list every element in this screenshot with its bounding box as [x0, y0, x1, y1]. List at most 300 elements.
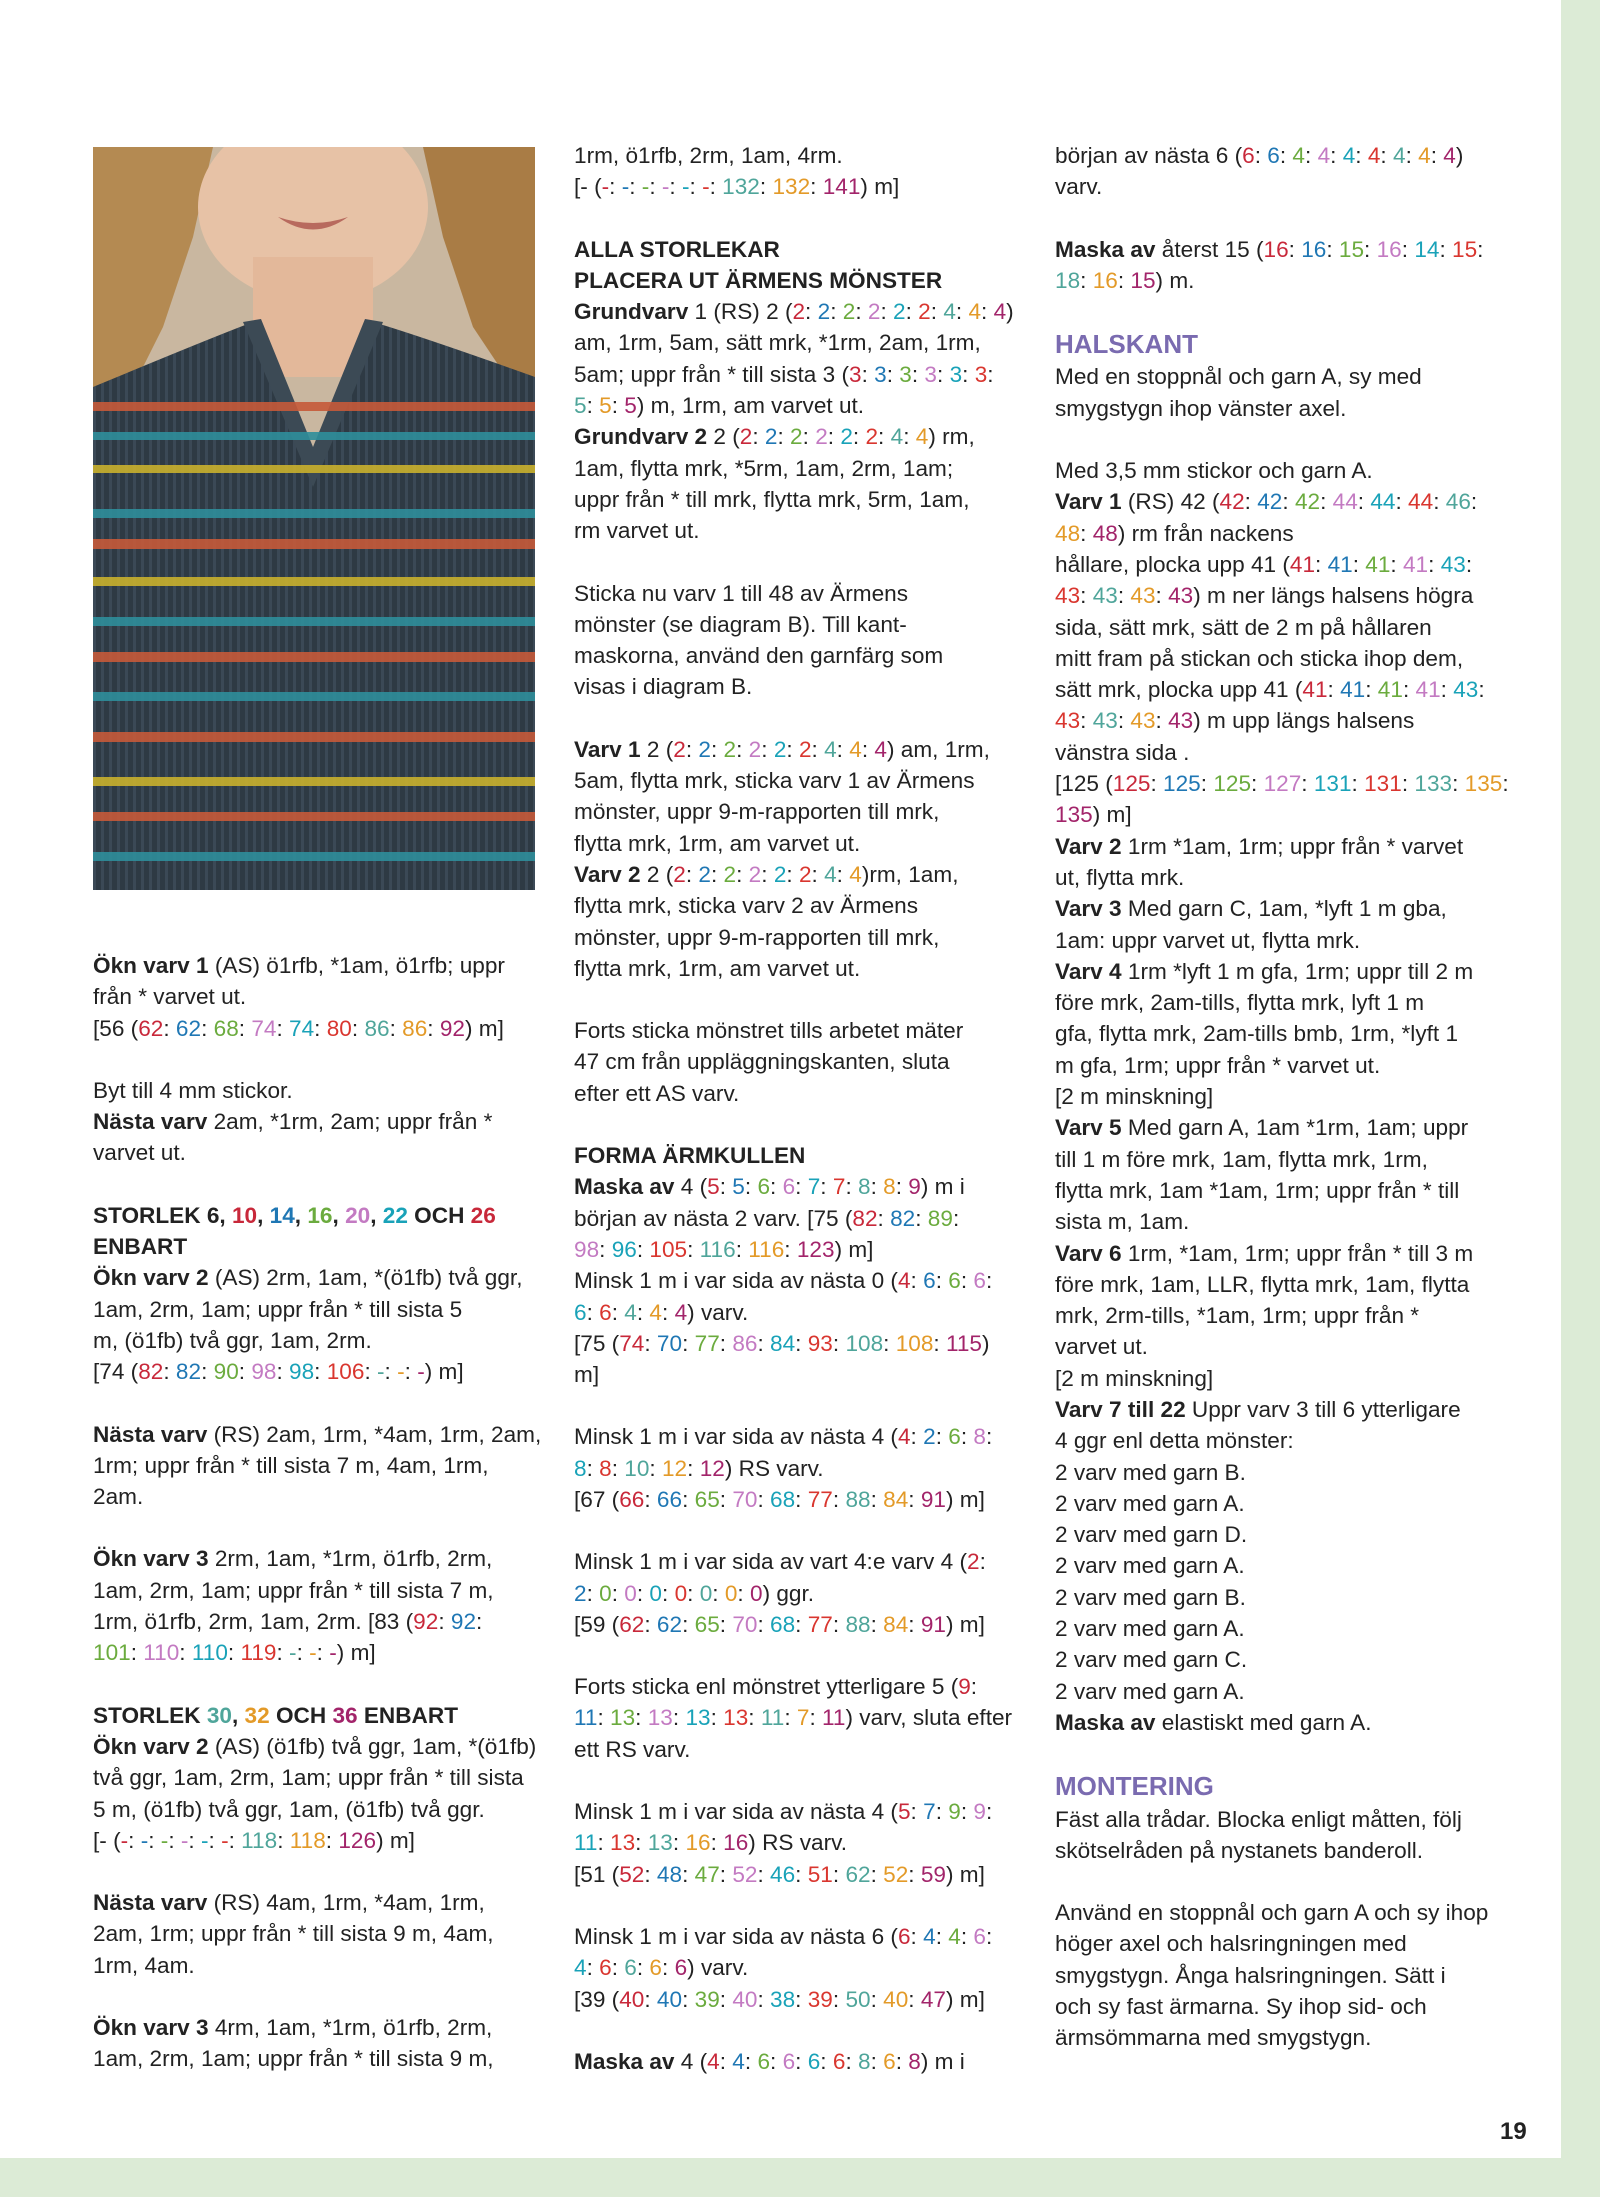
text-segment: 2 — [748, 736, 762, 762]
text-segment: flytta mrk, 1am *1am, 1rm; uppr från * till — [1055, 1177, 1460, 1203]
bold-label: , — [332, 1202, 346, 1228]
text-segment: 5 — [574, 393, 587, 419]
text-segment: : — [1351, 771, 1365, 797]
text-segment: : — [955, 299, 969, 325]
text-segment: 4 — [993, 299, 1007, 325]
text-segment: - — [180, 1827, 189, 1853]
text-segment: 16 — [685, 1830, 711, 1856]
text-line — [93, 1262, 543, 1293]
text-segment: : — [685, 736, 699, 762]
text-segment: (AS) 2rm, 1am, *(ö1fb) två ggr, — [214, 1265, 523, 1291]
text-line — [1055, 705, 1525, 736]
text-segment: : — [795, 1861, 808, 1887]
text-segment: maskorna, använd den garnfärg som — [574, 643, 944, 669]
text-line — [1055, 1488, 1525, 1519]
text-line — [1055, 327, 1525, 361]
text-segment: : — [719, 2048, 733, 2074]
paragraph-gap — [93, 1512, 543, 1543]
text-segment: : — [832, 1486, 846, 1512]
text-segment: 46 — [770, 1861, 796, 1887]
text-line — [93, 1419, 543, 1450]
text-segment: 88 — [845, 1486, 871, 1512]
text-segment: 4 — [897, 1268, 911, 1294]
text-segment: 119 — [240, 1640, 277, 1666]
text-line — [574, 953, 1024, 984]
text-segment: : — [277, 1827, 290, 1853]
text-segment: : — [636, 1299, 650, 1325]
text-line — [93, 1918, 543, 1949]
text-segment: 88 — [845, 1611, 871, 1637]
text-segment: 5 m, (ö1fb) två ggr, 1am, (ö1fb) två ggr. — [93, 1796, 485, 1822]
text-segment: flytta mrk, 1rm, am varvet ut. — [574, 830, 861, 856]
text-segment: : — [757, 1330, 771, 1356]
text-segment: : — [962, 361, 975, 387]
text-segment: sista m, 1am. — [1055, 1209, 1190, 1235]
paragraph-gap — [574, 984, 1024, 1015]
text-segment: 2am. — [93, 1484, 144, 1510]
text-line — [1055, 674, 1525, 705]
text-segment: : — [903, 424, 916, 450]
text-segment: : — [1326, 236, 1339, 262]
text-segment: : — [611, 1299, 625, 1325]
text-segment: : — [736, 861, 749, 887]
text-segment: : — [1282, 489, 1295, 515]
column-middle — [574, 140, 1024, 2077]
text-segment: : — [784, 1705, 797, 1731]
text-line — [1055, 1050, 1525, 1081]
text-segment: 13 — [647, 1830, 673, 1856]
text-segment: : — [1080, 520, 1093, 546]
text-segment: : — [987, 361, 994, 387]
text-segment: : — [316, 1640, 330, 1666]
text-segment: varv. — [1055, 174, 1103, 200]
text-segment: flytta mrk, 1rm, am varvet ut. — [574, 955, 861, 981]
text-segment: 2 — [923, 1424, 936, 1450]
text-segment: : — [795, 2048, 808, 2074]
bold-label: Maska av — [574, 1174, 675, 1200]
text-segment: 6 — [757, 1174, 771, 1200]
text-segment: 2 — [967, 1549, 980, 1575]
text-line — [574, 1171, 1024, 1202]
text-segment: : — [960, 1923, 974, 1949]
text-segment: [2 m minskning] — [1055, 1084, 1214, 1110]
text-segment: 44 — [1370, 489, 1396, 515]
paragraph-gap — [574, 703, 1024, 734]
bold-label: Ökn varv 2 — [93, 1265, 209, 1291]
text-segment: ) m] — [860, 174, 900, 200]
bold-label: , — [370, 1202, 383, 1228]
text-segment: : — [878, 424, 891, 450]
bold-label: Maska av — [574, 2048, 675, 2074]
text-segment: 47 cm från uppläggningskanten, sluta — [574, 1049, 950, 1075]
text-segment: början av nästa 2 varv. [75 ( — [574, 1205, 853, 1231]
bold-label: Varv 5 — [1055, 1115, 1122, 1141]
text-segment: : — [830, 299, 843, 325]
text-segment: Sticka nu varv 1 till 48 av Ärmens — [574, 580, 909, 606]
text-segment: 43 — [1130, 708, 1156, 734]
text-segment: : — [935, 1799, 949, 1825]
text-segment: 11 — [574, 1705, 598, 1731]
text-segment: : — [201, 1015, 214, 1041]
bold-label: Varv 7 till 22 — [1055, 1396, 1186, 1422]
text-segment: 132 — [722, 174, 760, 200]
text-segment: 6 — [599, 1955, 612, 1981]
text-segment: mönster (se diagram B). Till kant- — [574, 611, 907, 637]
text-segment: 68 — [213, 1015, 239, 1041]
text-segment: : — [710, 1830, 724, 1856]
text-segment: - — [681, 174, 690, 200]
bold-label: ENBART — [93, 1234, 188, 1260]
text-segment: : — [1117, 267, 1131, 293]
text-segment: [- ( — [574, 174, 602, 200]
text-segment: 52 — [619, 1861, 645, 1887]
text-segment: 16 — [1092, 267, 1118, 293]
text-segment: : — [636, 1955, 650, 1981]
text-segment: 4 — [1443, 143, 1456, 168]
text-segment: : — [795, 1486, 808, 1512]
text-line — [574, 796, 1024, 827]
text-segment: : — [757, 1611, 771, 1637]
text-line — [574, 1734, 1024, 1765]
page-number: 19 — [1500, 2118, 1527, 2145]
text-segment: : — [784, 1236, 797, 1262]
bold-label: 26 — [470, 1202, 496, 1228]
text-line — [1055, 1300, 1525, 1331]
text-segment: ) — [982, 1330, 990, 1356]
text-segment: - — [641, 174, 650, 200]
text-segment: mönster, uppr 9-m-rapporten till mrk, — [574, 924, 940, 950]
text-segment: - — [200, 1827, 209, 1853]
text-line — [574, 1609, 1024, 1640]
text-segment: 41 — [1365, 551, 1391, 577]
text-line — [574, 922, 1024, 953]
bold-label: Varv 3 — [1055, 896, 1122, 922]
text-segment: 5 — [624, 393, 637, 419]
text-segment: två ggr, 1am, 2rm, 1am; uppr från * till sista — [93, 1765, 524, 1791]
text-line — [93, 1075, 543, 1106]
text-segment: mitt fram på stickan och sticka ihop dem, — [1055, 645, 1464, 671]
text-segment: 125 — [1163, 771, 1201, 797]
text-segment: : — [985, 1424, 993, 1450]
text-segment: : — [1440, 677, 1454, 703]
text-segment: 105 — [649, 1236, 688, 1262]
text-segment: 6 — [1267, 143, 1280, 168]
text-segment: 126 — [338, 1827, 377, 1853]
text-segment: Forts sticka enl mönstret ytterligare 5 ( — [574, 1674, 959, 1700]
text-segment: 4 — [624, 1299, 637, 1325]
text-segment: 6 — [757, 2048, 771, 2074]
text-segment: 51 — [807, 1861, 833, 1887]
text-segment: 2 — [798, 736, 812, 762]
text-segment: före mrk, 1am, LLR, flytta mrk, 1am, flytta — [1055, 1271, 1470, 1297]
text-line — [1055, 1144, 1525, 1175]
text-segment: : — [179, 1640, 192, 1666]
text-segment: ) — [1006, 299, 1014, 325]
bold-label: Ökn varv 3 — [93, 2015, 209, 2041]
text-segment: 2 varv med garn A. — [1055, 1490, 1245, 1516]
bold-label: Varv 4 — [1055, 958, 1122, 984]
bold-label: FORMA ÄRMKULLEN — [574, 1143, 806, 1169]
text-segment: : — [351, 1015, 365, 1041]
text-segment: : — [1330, 143, 1343, 168]
text-segment: 9 — [948, 1799, 961, 1825]
text-segment: : — [188, 1827, 201, 1853]
text-line — [574, 484, 1024, 515]
text-segment: 6 — [948, 1424, 961, 1450]
text-segment: 52 — [732, 1861, 758, 1887]
text-segment: : — [985, 1923, 993, 1949]
text-segment: 4 — [1392, 143, 1406, 168]
text-segment: : — [719, 1330, 733, 1356]
text-segment: : — [649, 1455, 662, 1481]
text-segment: [59 ( — [574, 1611, 620, 1637]
text-line — [93, 1762, 543, 1793]
text-segment: 1rm *lyft 1 m gfa, 1rm; uppr till 2 m — [1127, 958, 1474, 984]
text-segment: 1 (RS) 2 ( — [694, 299, 793, 325]
text-segment: : — [1390, 551, 1403, 577]
text-segment: ) m] — [945, 1986, 985, 2012]
text-segment: - — [329, 1640, 337, 1666]
text-segment: 7 — [923, 1799, 936, 1825]
text-segment: 89 — [927, 1205, 953, 1231]
text-segment: 2 — [893, 299, 906, 325]
text-segment: : — [599, 1236, 612, 1262]
sweater-photo — [93, 147, 535, 890]
text-segment: 8 — [574, 1455, 587, 1481]
text-segment: ) RS varv. — [748, 1830, 848, 1856]
text-segment: : — [662, 1955, 675, 1981]
text-line — [93, 1137, 543, 1168]
text-segment: : — [861, 361, 875, 387]
text-segment: : — [910, 1424, 924, 1450]
text-segment: : — [719, 1486, 733, 1512]
text-segment: 82 — [138, 1359, 164, 1385]
text-segment: : — [910, 1268, 924, 1294]
text-segment: varvet ut. — [1055, 1334, 1148, 1360]
text-segment: : — [786, 861, 799, 887]
text-segment: 2 — [815, 424, 828, 450]
text-segment: 48 — [1092, 520, 1118, 546]
text-segment: 6 — [973, 1268, 986, 1294]
text-segment: : — [1402, 677, 1416, 703]
text-segment: efter ett AS varv. — [574, 1080, 740, 1106]
text-line — [93, 2012, 543, 2043]
text-segment: 4 ( — [680, 1174, 708, 1200]
text-segment: : — [636, 1580, 650, 1606]
text-line — [574, 1859, 1024, 1890]
text-line — [574, 1328, 1024, 1359]
text-line — [1055, 799, 1525, 830]
text-segment: 4 — [968, 299, 982, 325]
text-segment: : — [710, 1705, 724, 1731]
text-segment: : — [836, 736, 850, 762]
text-segment: 141 — [822, 174, 861, 200]
text-segment: : — [836, 861, 850, 887]
text-segment: : — [662, 1580, 675, 1606]
text-segment: 98 — [574, 1236, 600, 1262]
text-line — [1055, 1582, 1525, 1613]
text-segment: : — [586, 393, 600, 419]
text-segment: 4 — [1418, 143, 1431, 168]
paragraph-gap — [574, 1390, 1024, 1421]
text-segment: 4 — [897, 1424, 911, 1450]
text-line — [574, 140, 1024, 171]
text-segment: 65 — [694, 1611, 720, 1637]
text-line — [574, 765, 1024, 796]
text-segment: : — [1327, 677, 1341, 703]
text-segment: ) varv, sluta efter — [845, 1705, 1013, 1731]
text-segment: : — [952, 1205, 960, 1231]
text-segment: : — [644, 1986, 657, 2012]
text-line — [1055, 1112, 1525, 1143]
text-line — [93, 1231, 543, 1262]
text-line — [93, 1575, 543, 1606]
text-line — [574, 1078, 1024, 1109]
text-segment: 7 — [832, 1174, 846, 1200]
text-segment: 62 — [175, 1015, 202, 1041]
text-segment: höger axel och halsringningen med — [1055, 1931, 1407, 1957]
text-segment: 82 — [175, 1359, 202, 1385]
text-segment: : — [719, 1986, 733, 2012]
text-segment: : — [1155, 708, 1169, 734]
text-segment: 84 — [883, 1611, 909, 1637]
text-segment: 6 — [782, 1174, 796, 1200]
text-line — [93, 950, 543, 981]
text-segment: smygstygn ihop vänster axel. — [1055, 395, 1347, 421]
text-segment: 62 — [619, 1611, 645, 1637]
text-segment: : — [777, 424, 791, 450]
paragraph-gap — [574, 203, 1024, 234]
text-segment: 77 — [807, 1611, 833, 1637]
text-segment: [67 ( — [574, 1486, 620, 1512]
text-segment: : — [1155, 583, 1169, 609]
text-segment: 40 — [656, 1986, 683, 2012]
text-segment: : — [128, 1827, 141, 1853]
text-segment: 5am, flytta mrk, sticka varv 1 av Ärmens — [574, 768, 975, 794]
text-segment: m gfa, 1rm; uppr från * varvet ut. — [1055, 1052, 1381, 1078]
text-segment: : — [930, 299, 944, 325]
paragraph-gap — [1055, 424, 1525, 455]
text-segment: : — [1395, 489, 1409, 515]
bold-label: ENBART — [357, 1702, 458, 1728]
text-segment: 1rm, *1am, 1rm; uppr från * till 3 m — [1127, 1240, 1474, 1266]
text-segment: Uppr varv 3 till 6 ytterligare — [1191, 1396, 1461, 1422]
text-segment: 3 — [849, 361, 862, 387]
text-segment: : — [832, 1986, 846, 2012]
paragraph-gap — [1055, 203, 1525, 234]
text-line — [1055, 140, 1525, 171]
text-segment: skötselråden på nystanets banderoll. — [1055, 1837, 1424, 1863]
text-segment: ett RS varv. — [574, 1736, 691, 1762]
text-segment: : — [238, 1359, 252, 1385]
text-segment: ) m ner längs halsens högra — [1193, 583, 1474, 609]
text-segment: : — [761, 861, 774, 887]
bold-label: 30 — [206, 1702, 232, 1728]
text-line — [1055, 1175, 1525, 1206]
text-segment: 2 varv med garn A. — [1055, 1678, 1245, 1704]
text-segment: 2 — [698, 861, 711, 887]
text-segment: : — [886, 361, 900, 387]
text-segment: : — [1117, 583, 1131, 609]
text-segment: : — [985, 1268, 993, 1294]
text-segment: 2 varv med garn A. — [1055, 1553, 1245, 1579]
text-line — [574, 1046, 1024, 1077]
paragraph-gap — [574, 1109, 1024, 1140]
text-segment: : — [937, 361, 950, 387]
text-line — [1055, 1425, 1525, 1456]
text-segment: 110 — [143, 1640, 180, 1666]
text-segment: 70 — [732, 1486, 758, 1512]
text-segment: : — [795, 1986, 808, 2012]
text-segment: : — [609, 174, 622, 200]
text-segment: 18 — [1055, 267, 1081, 293]
text-segment: 3 — [924, 361, 937, 387]
text-segment: : — [795, 1174, 808, 1200]
text-segment: : — [719, 1861, 733, 1887]
text-segment: 13 — [685, 1705, 711, 1731]
text-segment: 62 — [138, 1015, 164, 1041]
text-segment: ) m] — [1092, 802, 1132, 828]
text-line — [574, 234, 1024, 265]
text-line — [1055, 831, 1525, 862]
text-segment: : — [1251, 771, 1264, 797]
text-segment: sätt mrk, plocka upp 41 ( — [1055, 677, 1303, 703]
text-segment: : — [644, 1861, 657, 1887]
text-segment: (RS) 42 ( — [1127, 489, 1220, 515]
text-line — [1055, 361, 1525, 392]
text-segment: 6 — [832, 2048, 846, 2074]
text-segment: : — [644, 1330, 657, 1356]
text-segment: : — [227, 1640, 241, 1666]
bold-label: 10 — [231, 1202, 258, 1228]
bold-label: STORLEK — [93, 1702, 207, 1728]
text-segment: 4 — [943, 299, 956, 325]
text-segment: : — [910, 1923, 924, 1949]
bold-label: ALLA STORLEKAR — [574, 236, 780, 262]
text-line — [574, 453, 1024, 484]
text-segment: 2 — [673, 736, 686, 762]
text-line — [1055, 1928, 1525, 1959]
text-segment: början av nästa 6 ( — [1055, 143, 1243, 168]
text-segment: 0 — [724, 1580, 738, 1606]
text-segment: : — [1288, 236, 1302, 262]
text-line — [1055, 987, 1525, 1018]
text-line — [1055, 1707, 1525, 1738]
text-segment: : — [855, 299, 868, 325]
text-line — [1055, 393, 1525, 424]
text-segment: 84 — [770, 1330, 796, 1356]
text-segment: (RS) 4am, 1rm, *4am, 1rm, — [213, 1890, 485, 1916]
text-line — [1055, 956, 1525, 987]
text-segment: 41 — [1402, 551, 1429, 577]
text-segment: 77 — [694, 1330, 720, 1356]
text-segment: ) m] — [945, 1611, 985, 1637]
text-segment: : — [880, 299, 894, 325]
text-segment: visas i diagram B. — [574, 674, 753, 700]
text-segment: (RS) 2am, 1rm, *4am, 1rm, 2am, — [213, 1421, 542, 1447]
text-segment: : — [689, 174, 703, 200]
text-segment: ) m] — [424, 1359, 464, 1385]
bold-label: Maska av — [1055, 1709, 1156, 1735]
text-line — [1055, 737, 1525, 768]
text-line — [1055, 2022, 1525, 2053]
paragraph-gap — [574, 1640, 1024, 1671]
text-segment: 7 — [807, 1174, 821, 1200]
text-segment: m, (ö1fb) två ggr, 1am, 2rm. — [93, 1327, 372, 1353]
text-segment: ) RS varv. — [724, 1455, 824, 1481]
text-segment: 1rm; uppr från * till sista 7 m, 4am, 1rm, — [93, 1452, 489, 1478]
text-segment: 6 — [574, 1299, 587, 1325]
